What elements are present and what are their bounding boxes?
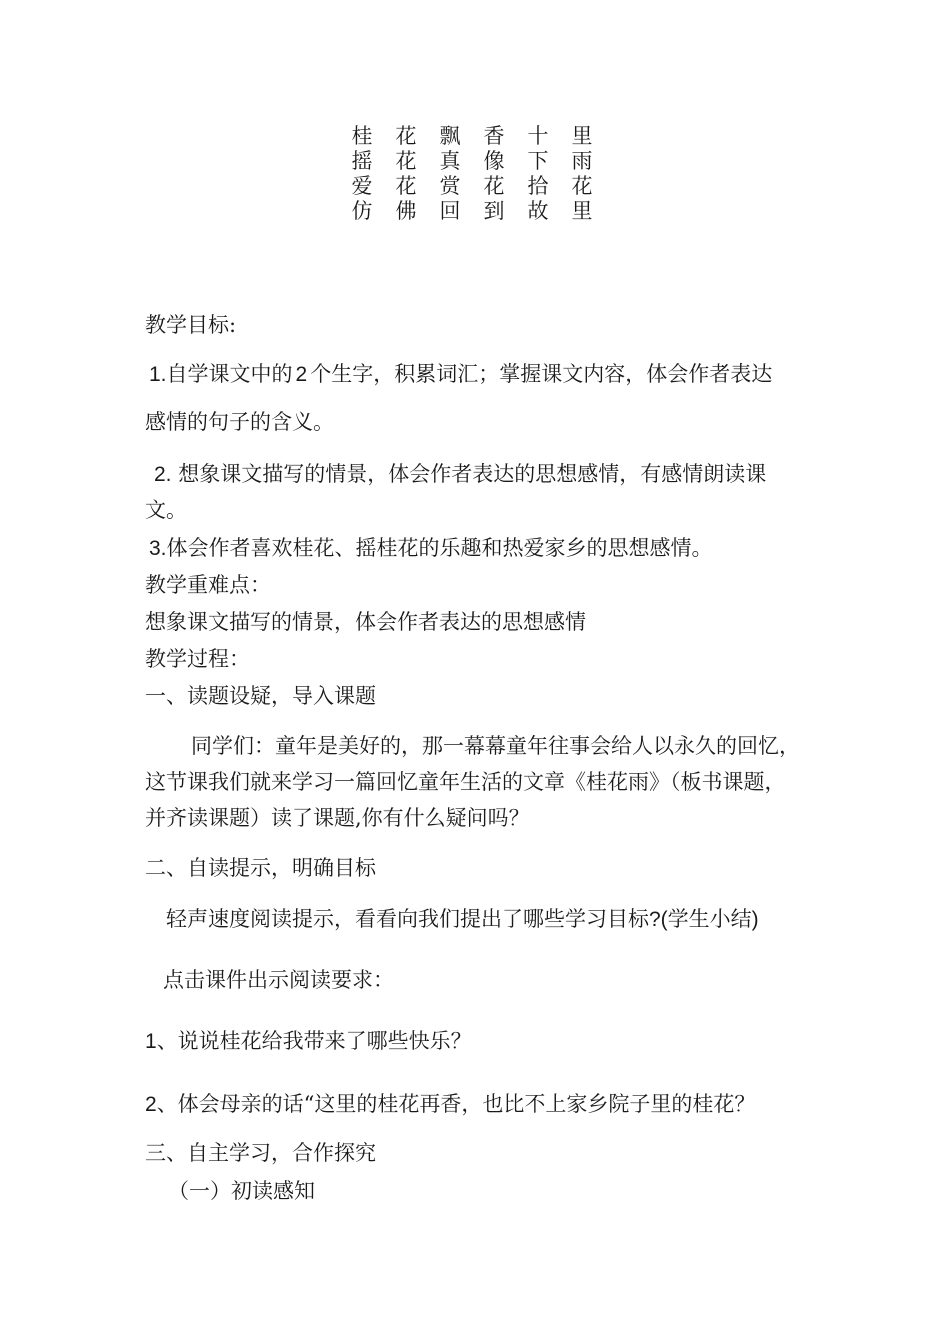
step-3-heading: 三、自主学习，合作探究 xyxy=(145,1141,376,1165)
poem-line-1 xyxy=(340,124,600,149)
poem-char: 下 xyxy=(527,149,549,173)
step-1-paragraph-line-3: 并齐读课题）读了课题,你有什么疑问吗？ xyxy=(145,806,530,830)
step-2-prompt-tail: ?(学生小结) xyxy=(649,908,759,931)
poem-char: 像 xyxy=(483,149,505,173)
poem-char: 十 xyxy=(527,124,549,148)
goal-1-count: 2 xyxy=(295,363,308,386)
question-2 xyxy=(145,1090,755,1119)
poem-line-2 xyxy=(340,149,600,174)
step-1-paragraph-line-2: 这节课我们就来学习一篇回忆童年生活的文章《桂花雨》（板书课题， xyxy=(145,770,786,794)
poem-char: 花 xyxy=(395,124,417,148)
poem-char: 佛 xyxy=(395,199,417,223)
step-3-subheading: （一）初读感知 xyxy=(168,1179,315,1203)
goal-2-continued: 文。 xyxy=(145,498,187,522)
poem-block xyxy=(340,124,600,224)
poem-char: 花 xyxy=(395,174,417,198)
question-2-number: 2 xyxy=(145,1093,157,1116)
poem-char: 到 xyxy=(483,199,505,223)
poem-char: 里 xyxy=(571,199,593,223)
goals-heading: 教学目标: xyxy=(145,313,237,337)
goal-3 xyxy=(149,534,713,563)
step-2-prompt xyxy=(166,905,759,934)
poem-char: 花 xyxy=(395,149,417,173)
goal-1-number: 1. xyxy=(149,363,167,386)
question-1-text: 、说说桂花给我带来了哪些快乐？ xyxy=(156,1029,472,1053)
poem-char: 拾 xyxy=(527,174,549,198)
poem-char: 里 xyxy=(571,124,593,148)
key-points-text: 想象课文描写的情景，体会作者表达的思想感情 xyxy=(145,610,586,634)
poem-line-3 xyxy=(340,174,600,199)
step-2-requirement: 点击课件出示阅读要求： xyxy=(163,968,394,992)
poem-char: 摇 xyxy=(351,149,373,173)
question-1 xyxy=(145,1027,472,1056)
question-1-number: 1 xyxy=(145,1030,157,1053)
key-points-heading: 教学重难点： xyxy=(145,573,271,597)
poem-char: 爱 xyxy=(351,174,373,198)
goal-1-text-a: 自学课文中的 xyxy=(166,362,293,386)
question-2-text: 、体会母亲的话“这里的桂花再香，也比不上家乡院子里的桂花？ xyxy=(156,1092,756,1116)
step-1-heading: 一、读题设疑，导入课题 xyxy=(145,684,376,708)
poem-char: 花 xyxy=(571,174,593,198)
goal-2 xyxy=(154,460,766,489)
process-heading: 教学过程： xyxy=(145,647,250,671)
goal-1-continued: 感情的句子的含义。 xyxy=(145,410,334,434)
poem-char: 香 xyxy=(483,124,505,148)
poem-char: 回 xyxy=(439,199,461,223)
goal-2-number: 2. xyxy=(154,463,172,486)
goal-1-text-b: 个生字，积累词汇；掌握课文内容，体会作者表达 xyxy=(310,362,773,386)
poem-char: 桂 xyxy=(351,124,373,148)
poem-char: 赏 xyxy=(439,174,461,198)
poem-char: 雨 xyxy=(571,149,593,173)
step-2-prompt-text: 轻声速度阅读提示，看看向我们提出了哪些学习目标 xyxy=(166,907,649,931)
goal-1 xyxy=(149,360,772,389)
poem-char: 故 xyxy=(527,199,549,223)
step-2-heading: 二、自读提示，明确目标 xyxy=(145,856,376,880)
goal-3-number: 3. xyxy=(149,537,167,560)
goal-3-text: 体会作者喜欢桂花、摇桂花的乐趣和热爱家乡的思想感情。 xyxy=(166,536,713,560)
poem-char: 飘 xyxy=(439,124,461,148)
poem-char: 真 xyxy=(439,149,461,173)
poem-line-4 xyxy=(340,199,600,224)
poem-char: 花 xyxy=(483,174,505,198)
poem-char: 仿 xyxy=(351,199,373,223)
step-1-paragraph-line-1: 同学们：童年是美好的，那一幕幕童年往事会给人以永久的回忆， xyxy=(191,734,800,758)
goal-2-text: 想象课文描写的情景，体会作者表达的思想感情，有感情朗读课 xyxy=(171,462,767,486)
